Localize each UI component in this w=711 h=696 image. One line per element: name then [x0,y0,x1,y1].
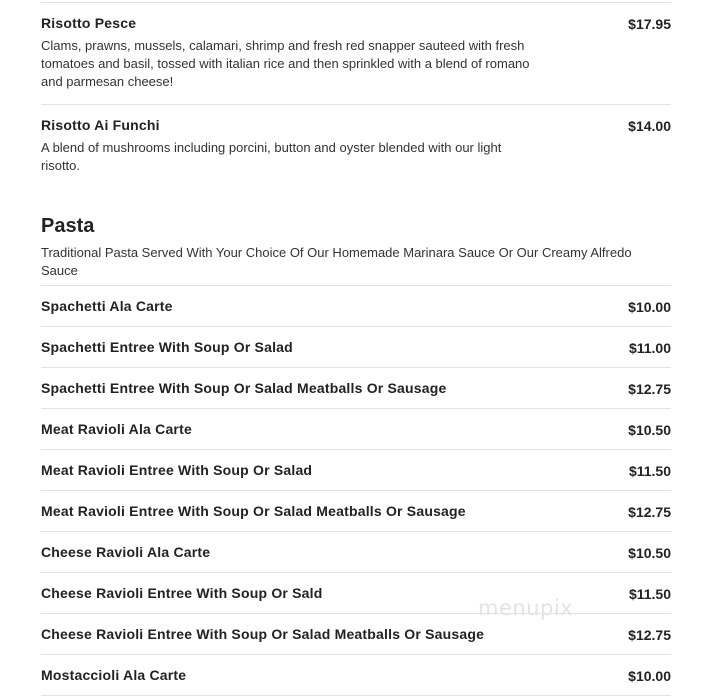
item-price: $10.50 [628,545,671,561]
item-price: $12.75 [628,381,671,397]
section-description: Traditional Pasta Served With Your Choice Of Our Homemade Marinara Sauce Or Our Creamy Alfredo Sauce [41,244,671,286]
menu-item [41,409,671,450]
menu-item [41,614,671,655]
item-price: $17.95 [628,16,671,32]
item-price: $12.75 [628,627,671,643]
item-price: $10.00 [628,668,671,684]
menu-item [41,573,671,614]
item-name: Meat Ravioli Entree With Soup Or Salad [41,462,313,478]
section-pasta [41,188,671,696]
item-name: Cheese Ravioli Ala Carte [41,544,211,560]
item-price: $14.00 [628,118,671,134]
menu-item [41,532,671,573]
menu-page [41,0,671,696]
item-name: Meat Ravioli Entree With Soup Or Salad Meatballs Or Sausage [41,503,466,519]
item-name: Spachetti Ala Carte [41,298,173,314]
item-name: Mostaccioli Ala Carte [41,667,187,683]
item-description: A blend of mushrooms including porcini, button and oyster blended with our light risotto. [41,140,502,173]
menu-item [41,655,671,696]
item-price: $10.50 [628,422,671,438]
menu-item [41,368,671,409]
menu-item [41,450,671,491]
menu-item-risotto-ai-funchi [41,105,671,188]
menu-item [41,327,671,368]
item-name: Meat Ravioli Ala Carte [41,421,192,437]
menu-item [41,286,671,327]
item-price: $11.50 [628,586,671,602]
section-title: Pasta [41,215,95,237]
item-price: $11.00 [628,340,671,356]
item-name: Spachetti Entree With Soup Or Salad Meatballs Or Sausage [41,380,447,396]
item-name: Cheese Ravioli Entree With Soup Or Sald [41,585,323,601]
item-description: Clams, prawns, mussels, calamari, shrimp and fresh red snapper sauteed with fresh tomatoes and basil, tossed with italian rice and then sprinkled with a blend of romano and parmesan cheese! [41,38,530,89]
item-price: $10.00 [628,299,671,315]
menu-item-risotto-pesce [41,3,671,105]
menu-item [41,491,671,532]
item-name: Risotto Pesce [41,15,137,31]
item-name: Spachetti Entree With Soup Or Salad [41,339,293,355]
item-price: $11.50 [628,463,671,479]
watermark-logo: menupix [478,596,574,620]
item-price: $12.75 [628,504,671,520]
item-name: Cheese Ravioli Entree With Soup Or Salad Meatballs Or Sausage [41,626,485,642]
item-name: Risotto Ai Funchi [41,117,160,133]
